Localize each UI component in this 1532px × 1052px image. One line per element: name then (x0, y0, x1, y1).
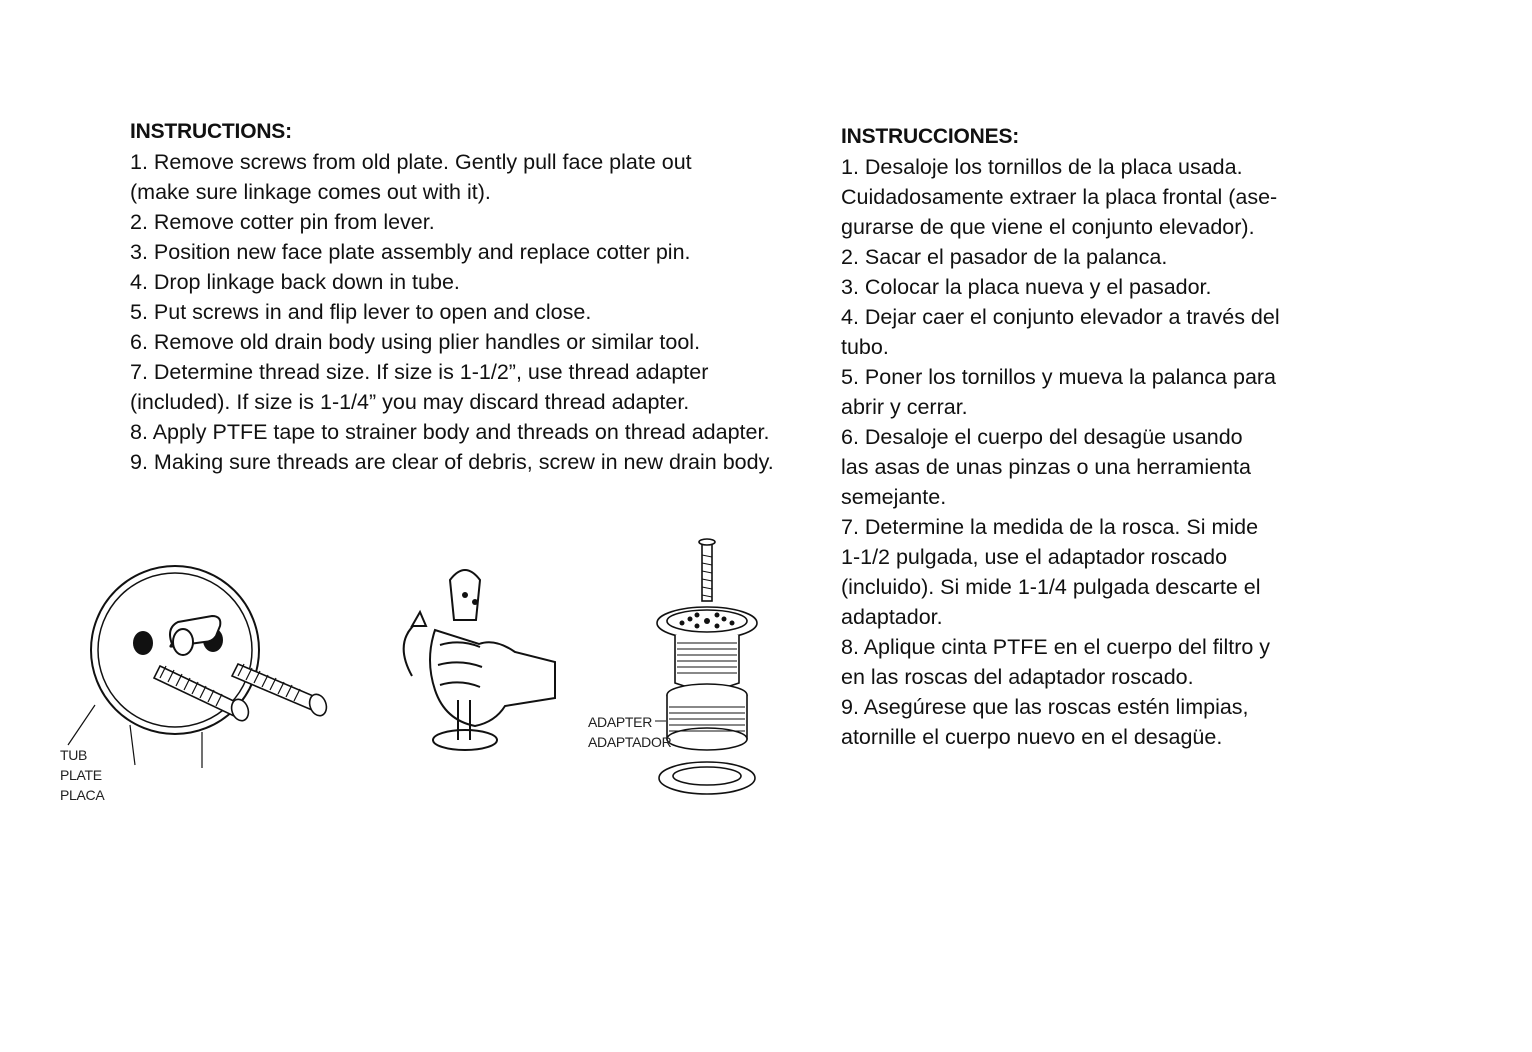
instruccion-line: 5. Poner los tornillos y mueva la palanca para (841, 365, 1277, 389)
instruction-line: 2. Remove cotter pin from lever. (130, 210, 435, 234)
instruccion-line: las asas de unas pinzas o una herramienta (841, 455, 1251, 479)
figure-label-adaptador: ADAPTADOR (588, 734, 672, 750)
instruccion-line: 4. Dejar caer el conjunto elevador a través del (841, 305, 1280, 329)
instruction-line: 7. Determine thread size. If size is 1-1/2”, use thread adapter (130, 360, 709, 384)
figure-label-plate: PLATE (60, 767, 102, 783)
face-plate-illustration (80, 560, 340, 780)
instructions-heading: INSTRUCTIONS: (130, 120, 292, 143)
instruccion-line: (incluido). Si mide 1-1/4 pulgada descarte el (841, 575, 1261, 599)
instruction-line: (included). If size is 1-1/4” you may discard thread adapter. (130, 390, 690, 414)
figure-label-tub: TUB (60, 747, 88, 763)
instruccion-line: Cuidadosamente extraer la placa frontal (ase- (841, 185, 1278, 209)
drain-assembly-illustration (650, 535, 790, 805)
instruccion-line: atornille el cuerpo nuevo en el desagüe. (841, 725, 1223, 749)
figure-label-placa: PLACA (60, 787, 105, 803)
instruccion-line: 3. Colocar la placa nueva y el pasador. (841, 275, 1212, 299)
instruccion-line: 1. Desaloje los tornillos de la placa usada. (841, 155, 1243, 179)
instruccion-line: 1-1/2 pulgada, use el adaptador roscado (841, 545, 1228, 569)
instructions-english (130, 117, 830, 477)
instruccion-line: 8. Aplique cinta PTFE en el cuerpo del filtro y (841, 635, 1271, 659)
pliers-hand-illustration (380, 560, 570, 760)
instruccion-line: en las roscas del adaptador roscado. (841, 665, 1194, 689)
instruction-line: 5. Put screws in and flip lever to open and close. (130, 300, 592, 324)
figure-label-adapter: ADAPTER (588, 714, 653, 730)
instruccion-line: 9. Asegúrese que las roscas estén limpias, (841, 695, 1249, 719)
instruction-line: 9. Making sure threads are clear of debris, screw in new drain body. (130, 450, 774, 474)
instruccion-line: abrir y cerrar. (841, 395, 968, 419)
instrucciones-heading: INSTRUCCIONES: (841, 125, 1020, 148)
instruccion-line: semejante. (841, 485, 947, 509)
instruction-line: 3. Position new face plate assembly and replace cotter pin. (130, 240, 691, 264)
instruction-line: 1. Remove screws from old plate. Gently pull face plate out (130, 150, 692, 174)
instruction-line: 4. Drop linkage back down in tube. (130, 270, 460, 294)
instruction-line: 8. Apply PTFE tape to strainer body and threads on thread adapter. (130, 420, 770, 444)
instruccion-line: gurarse de que viene el conjunto elevador). (841, 215, 1255, 239)
instruccion-line: tubo. (841, 335, 889, 359)
instruccion-line: 2. Sacar el pasador de la palanca. (841, 245, 1168, 269)
instructions-spanish (841, 122, 1321, 752)
instruction-line: (make sure linkage comes out with it). (130, 180, 491, 204)
instruccion-line: 6. Desaloje el cuerpo del desagüe usando (841, 425, 1243, 449)
instruccion-line: adaptador. (841, 605, 943, 629)
instruccion-line: 7. Determine la medida de la rosca. Si mide (841, 515, 1259, 539)
instruction-line: 6. Remove old drain body using plier handles or similar tool. (130, 330, 701, 354)
